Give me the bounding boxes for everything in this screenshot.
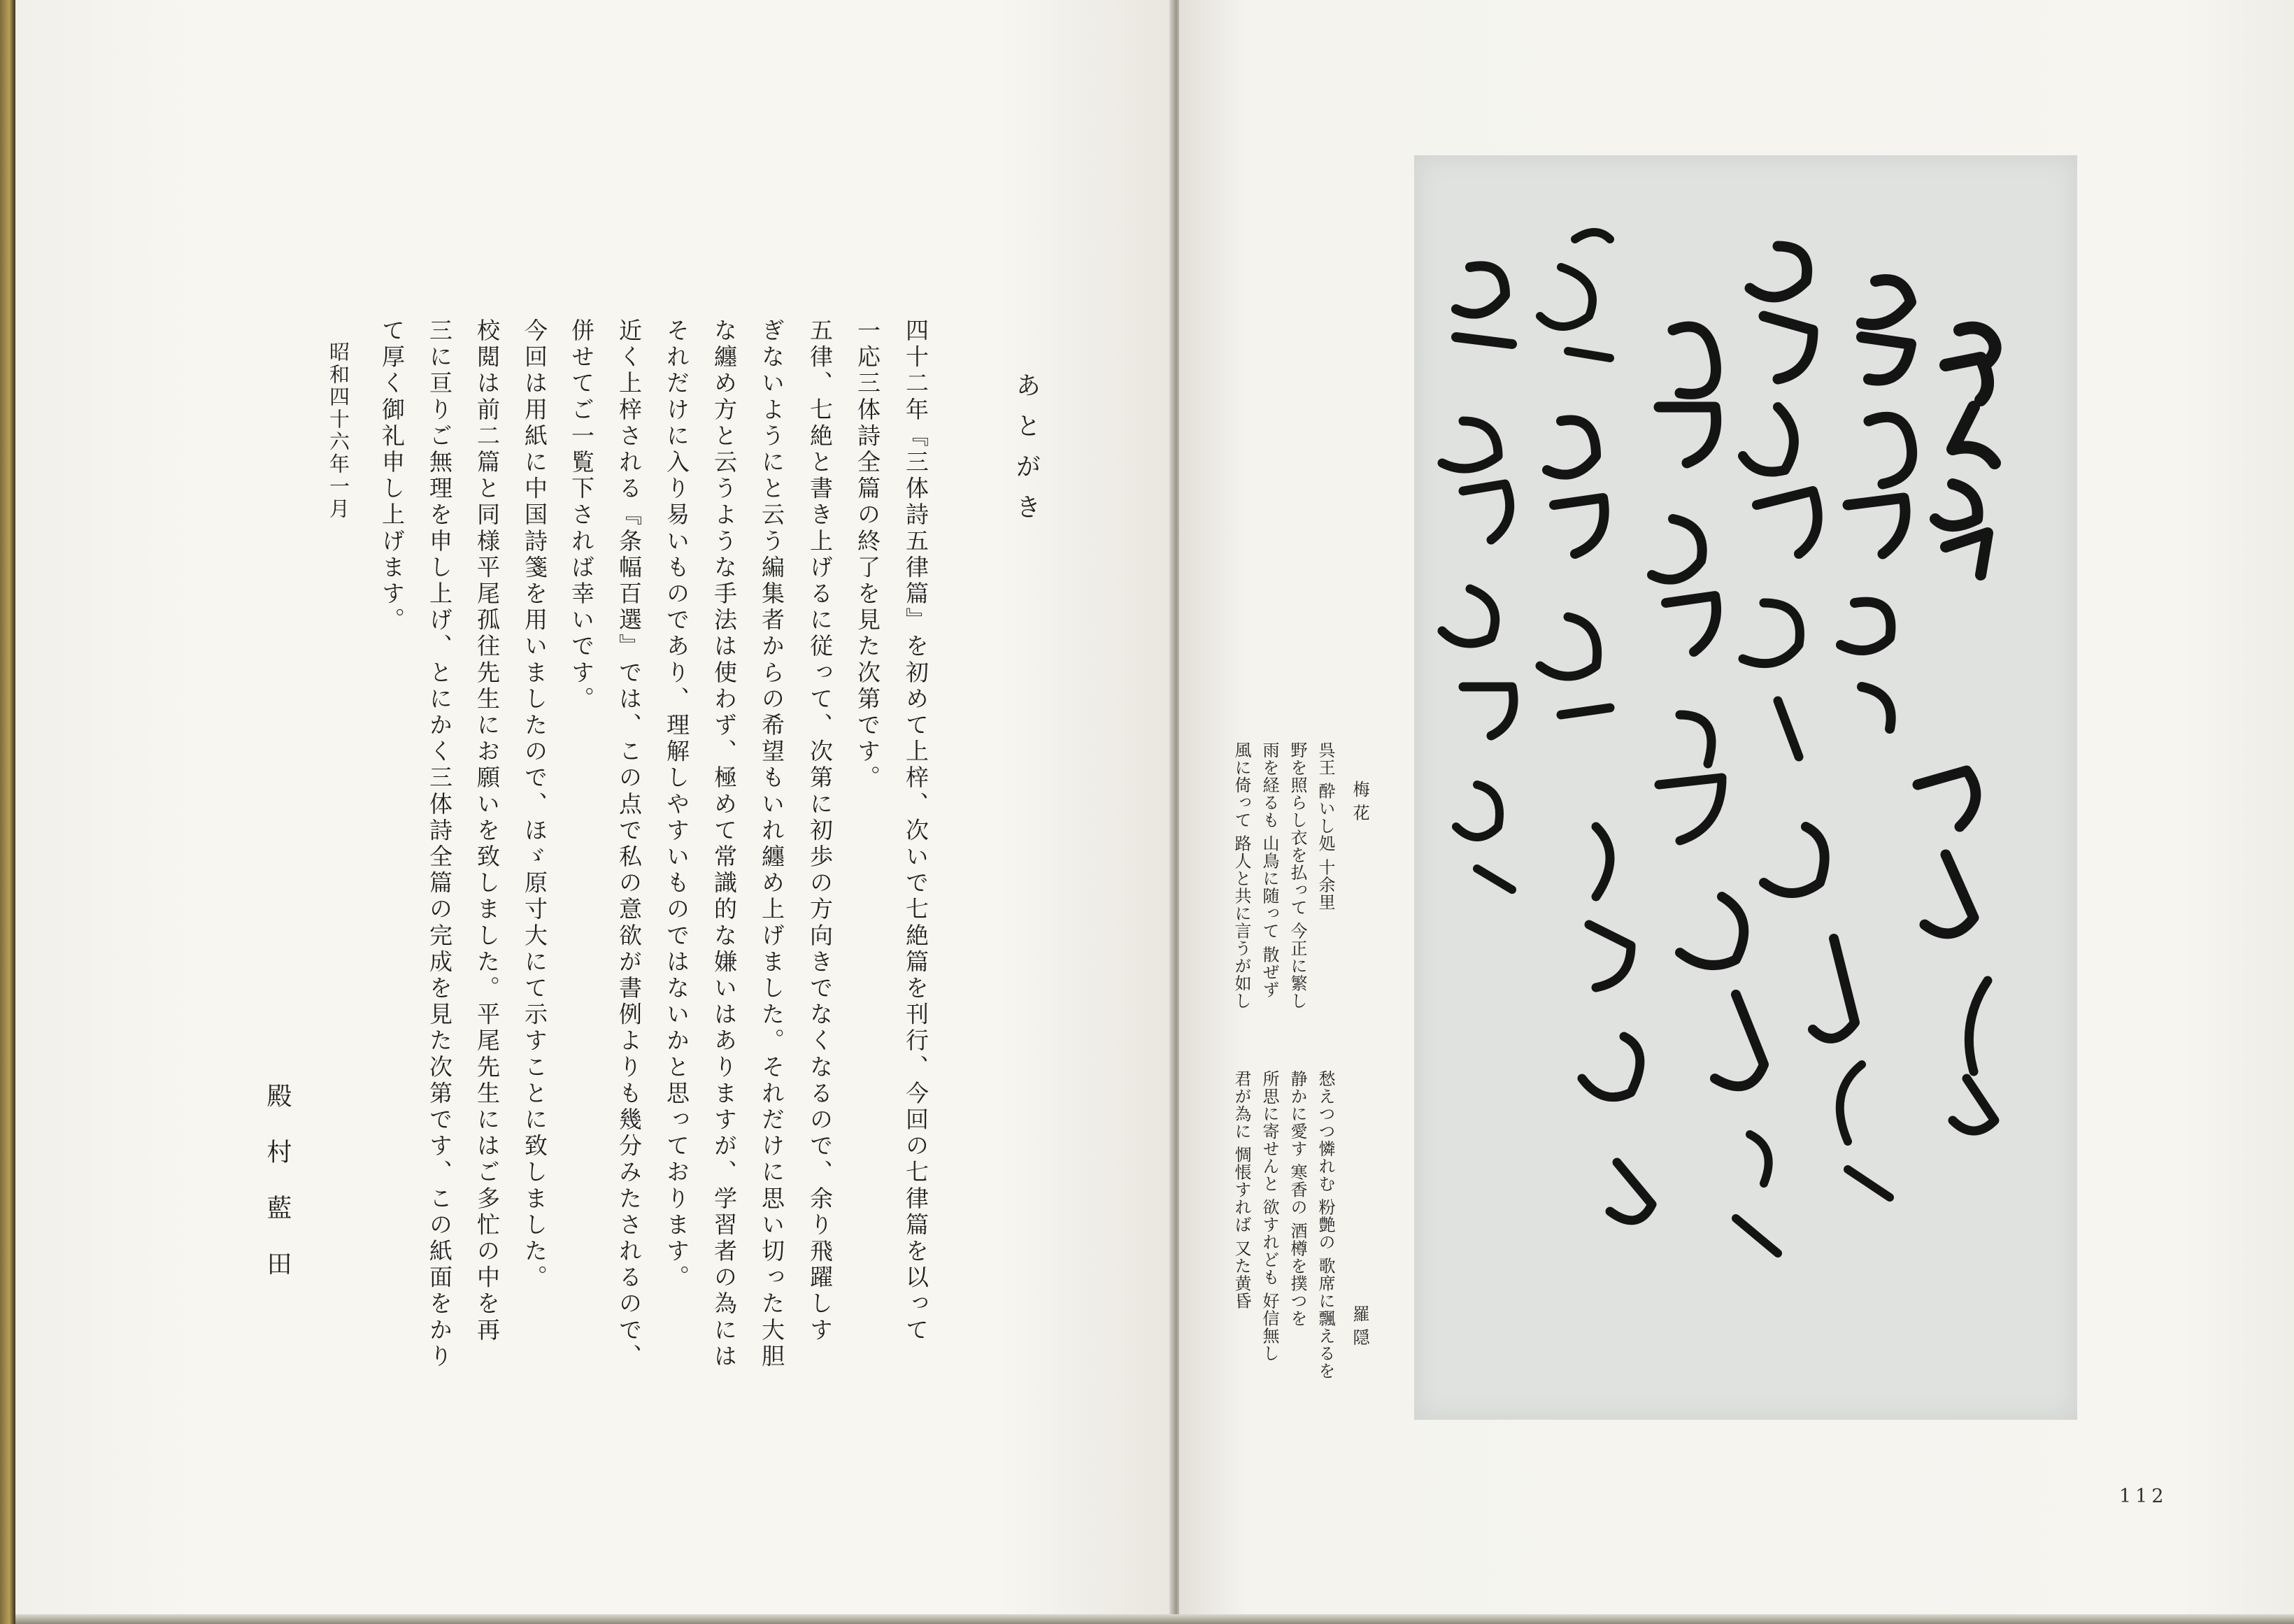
afterword-paragraph: 今回は用紙に中国詩箋を用いましたので、ほゞ原寸大にて示すことに致しました。 bbox=[521, 318, 548, 1292]
transcription-line: 呉王 酔いし処 十余里 bbox=[1316, 741, 1335, 911]
transcription-author: 羅 隠 bbox=[1350, 1305, 1369, 1346]
page-number: 112 bbox=[2119, 1486, 2168, 1507]
transcription-line: 君が為に 惆悵すれば 又た黄昏 bbox=[1232, 1070, 1251, 1310]
afterword-paragraph: 三に亘りご無理を申し上げ、とにかく三体詩全篇の完成を見た次第です、この紙面をかり bbox=[426, 318, 453, 1370]
afterword-paragraph: それだけに入り易いものであり、理解しやすいものではないかと思っております。 bbox=[663, 318, 690, 1292]
transcription-line: 野を照らし衣を払って 今正に繁し bbox=[1288, 741, 1307, 1010]
afterword-title: あとがき bbox=[1012, 372, 1041, 534]
date: 昭和四十六年一月 bbox=[327, 341, 350, 520]
afterword-paragraph: 一応三体詩全篇の終了を見た次第です。 bbox=[854, 318, 881, 792]
afterword-paragraph: 併せてご一覧下されば幸いです。 bbox=[568, 318, 595, 713]
transcription-line: 愁えつつ憐れむ 粉艶の 歌席に飄えるを bbox=[1316, 1070, 1335, 1380]
page-bottom-edge bbox=[15, 1614, 2294, 1624]
transcription-line: 風に倚って 路人と共に言うが如し bbox=[1232, 741, 1251, 1010]
calligraphy-plate bbox=[1414, 155, 2077, 1420]
afterword-paragraph: 五律、七絶と書き上げるに従って、次第に初歩の方向きでなくなるので、余り飛躍しす bbox=[806, 318, 834, 1344]
author-signature: 殿村藍田 bbox=[263, 1083, 292, 1306]
transcription-line: 雨を経るも 山鳥に随って 散ぜず bbox=[1260, 741, 1279, 999]
transcription-line: 所思に寄せんと 欲すれども 好信無し bbox=[1260, 1070, 1279, 1362]
calligraphy-image bbox=[1414, 155, 2077, 1420]
afterword-paragraph: ぎないようにと云う編集者からの希望もいれ纏め上げました。それだけに思い切った大胆 bbox=[758, 318, 785, 1370]
afterword-paragraph: 近く上梓される『条幅百選』では、この点で私の意欲が書例よりも幾分みたされるので、 bbox=[615, 318, 643, 1370]
book-edge bbox=[0, 0, 15, 1624]
afterword-paragraph: 校閲は前二篇と同様平尾孤往先生にお願いを致しました。平尾先生にはご多忙の中を再 bbox=[473, 318, 501, 1344]
left-page bbox=[15, 0, 1175, 1624]
afterword-paragraph: て厚く御礼申し上げます。 bbox=[378, 318, 406, 634]
transcription-title: 梅 花 bbox=[1350, 781, 1369, 822]
afterword-paragraph: 四十二年『三体詩五律篇』を初めて上梓、次いで七絶篇を刊行、今回の七律篇を以って bbox=[902, 318, 929, 1344]
transcription-line: 静かに愛す 寒香の 酒樽を撲つを bbox=[1288, 1070, 1307, 1327]
afterword-paragraph: な纏め方と云うような手法は使わず、極めて常識的な嫌いはありますが、学習者の為には bbox=[711, 318, 738, 1370]
